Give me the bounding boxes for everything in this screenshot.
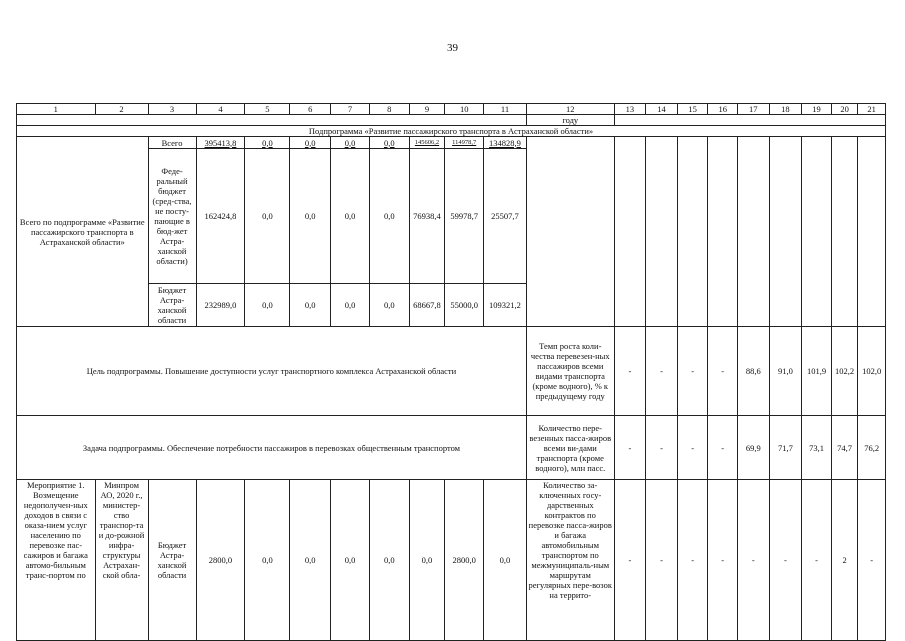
task-indicator: Количество пере-везенных пасса-жиров всеми ви-дами транспорта (кроме водного), млн пасс.: [526, 416, 614, 480]
value-cell: 114978,7: [445, 137, 484, 149]
value-cell: 0,0: [290, 149, 331, 284]
col-num: 8: [369, 104, 409, 115]
col-num: 17: [738, 104, 770, 115]
value-cell: 2800,0: [445, 480, 484, 641]
value-cell: 91,0: [769, 327, 802, 416]
col-num: 14: [646, 104, 678, 115]
col-num: 20: [831, 104, 858, 115]
value-cell: 59978,7: [445, 149, 484, 284]
col-num: 1: [17, 104, 96, 115]
value-cell: 76938,4: [409, 149, 445, 284]
value-cell: 71,7: [769, 416, 802, 480]
value-cell: 0,0: [369, 149, 409, 284]
value-cell: 68667,8: [409, 284, 445, 327]
value-cell: -: [614, 480, 646, 641]
empty-cell: [708, 137, 738, 327]
measure-executor: Минпром АО, 2020 г., министер-ство транспор-та и до-рожной инфра-структуры Астрахан-ской обла-: [95, 480, 148, 641]
col-num: 15: [677, 104, 708, 115]
value-cell: 76,2: [858, 416, 886, 480]
value-cell: -: [677, 416, 708, 480]
funding-source: Бюджет Астра-ханской области: [148, 284, 196, 327]
value-cell: -: [646, 327, 678, 416]
total-row-all: [17, 137, 886, 149]
value-cell: 0,0: [369, 284, 409, 327]
value-cell: 0,0: [409, 480, 445, 641]
value-cell: 0,0: [245, 149, 290, 284]
empty-cell: [831, 137, 858, 327]
total-block-name: Всего по подпрограмме «Развитие пассажирского транспорта в Астраханской области»: [17, 137, 149, 327]
col-num: 7: [331, 104, 370, 115]
col-num: 19: [802, 104, 832, 115]
value-cell: 73,1: [802, 416, 832, 480]
continuation-blank: [614, 115, 885, 126]
page-number: 39: [447, 42, 458, 54]
value-cell: -: [738, 480, 770, 641]
value-cell: -: [677, 327, 708, 416]
value-cell: 109321,2: [484, 284, 527, 327]
empty-cell: [614, 137, 646, 327]
value-cell: 69,9: [738, 416, 770, 480]
value-cell: -: [858, 480, 886, 641]
value-cell: -: [614, 416, 646, 480]
col-num: 4: [196, 104, 245, 115]
goal-row: [17, 327, 886, 416]
funding-source: Феде-ральный бюджет (сред-ства, не посту-пающие в бюд-жет Астра-ханской области): [148, 149, 196, 284]
continuation-text: году: [526, 115, 614, 126]
value-cell: 102,0: [858, 327, 886, 416]
value-cell: 0,0: [245, 284, 290, 327]
goal-text: Цель подпрограммы. Повышение доступности услуг транспортного комплекса Астраханской области: [17, 327, 527, 416]
col-num: 18: [769, 104, 802, 115]
value-cell: 162424,8: [196, 149, 245, 284]
subprogram-title: Подпрограмма «Развитие пассажирского транспорта в Астраханской области»: [17, 126, 886, 137]
empty-cell: [802, 137, 832, 327]
value-cell: 0,0: [290, 480, 331, 641]
funding-source: Всего: [148, 137, 196, 149]
value-cell: 88,6: [738, 327, 770, 416]
program-table: [16, 103, 886, 641]
value-cell: 134828,9: [484, 137, 527, 149]
value-cell: 0,0: [369, 137, 409, 149]
value-cell: 0,0: [484, 480, 527, 641]
value-cell: 0,0: [331, 284, 370, 327]
value-cell: 2: [831, 480, 858, 641]
value-cell: -: [708, 416, 738, 480]
value-cell: 25507,7: [484, 149, 527, 284]
empty-cell: [677, 137, 708, 327]
indicator-cell: [526, 137, 614, 327]
empty-cell: [738, 137, 770, 327]
value-cell: 101,9: [802, 327, 832, 416]
value-cell: 145606,2: [409, 137, 445, 149]
col-num: 11: [484, 104, 527, 115]
value-cell: 0,0: [245, 137, 290, 149]
col-num: 16: [708, 104, 738, 115]
empty-cell: [858, 137, 886, 327]
value-cell: 0,0: [245, 480, 290, 641]
col-num: 6: [290, 104, 331, 115]
value-cell: 0,0: [331, 480, 370, 641]
col-num: 2: [95, 104, 148, 115]
col-num: 21: [858, 104, 886, 115]
value-cell: -: [646, 416, 678, 480]
value-cell: 74,7: [831, 416, 858, 480]
measure-indicator: Количество за-ключенных госу-дарственных контрактов по перевозке пасса-жиров и багажа автомобильным транспортом по межмуниципаль-ным маршрутам регулярных пере-возок на террито-: [526, 480, 614, 641]
value-cell: -: [646, 480, 678, 641]
continuation-blank: [17, 115, 527, 126]
task-text: Задача подпрограммы. Обеспечение потребности пассажиров в перевозках общественным транспортом: [17, 416, 527, 480]
col-num: 5: [245, 104, 290, 115]
value-cell: -: [769, 480, 802, 641]
value-cell: 0,0: [331, 149, 370, 284]
column-number-row: [17, 104, 886, 115]
empty-cell: [646, 137, 678, 327]
continuation-row: [17, 115, 886, 126]
value-cell: 395413,8: [196, 137, 245, 149]
value-cell: 0,0: [331, 137, 370, 149]
value-cell: 102,2: [831, 327, 858, 416]
col-num: 9: [409, 104, 445, 115]
value-cell: 232989,0: [196, 284, 245, 327]
col-num: 10: [445, 104, 484, 115]
measure-name: Мероприятие 1. Возмещение недополучен-ных доходов в связи с оказа-нием услуг населению по перевозке пас-сажиров и багажа автомо-бильным транс-портом по: [17, 480, 96, 641]
col-num: 12: [526, 104, 614, 115]
measure-row: [17, 480, 886, 641]
funding-source: Бюджет Астра-ханской области: [148, 480, 196, 641]
value-cell: 0,0: [369, 480, 409, 641]
value-cell: 2800,0: [196, 480, 245, 641]
value-cell: -: [708, 327, 738, 416]
value-cell: -: [614, 327, 646, 416]
value-cell: -: [802, 480, 832, 641]
goal-indicator: Темп роста коли-чества перевезен-ных пассажиров всеми видами транспорта (кроме водного), % к предыдущему году: [526, 327, 614, 416]
task-row: [17, 416, 886, 480]
subprogram-title-row: [17, 126, 886, 137]
value-cell: 0,0: [290, 137, 331, 149]
value-cell: 55000,0: [445, 284, 484, 327]
value-cell: -: [708, 480, 738, 641]
col-num: 3: [148, 104, 196, 115]
value-cell: 0,0: [290, 284, 331, 327]
col-num: 13: [614, 104, 646, 115]
value-cell: -: [677, 480, 708, 641]
empty-cell: [769, 137, 802, 327]
